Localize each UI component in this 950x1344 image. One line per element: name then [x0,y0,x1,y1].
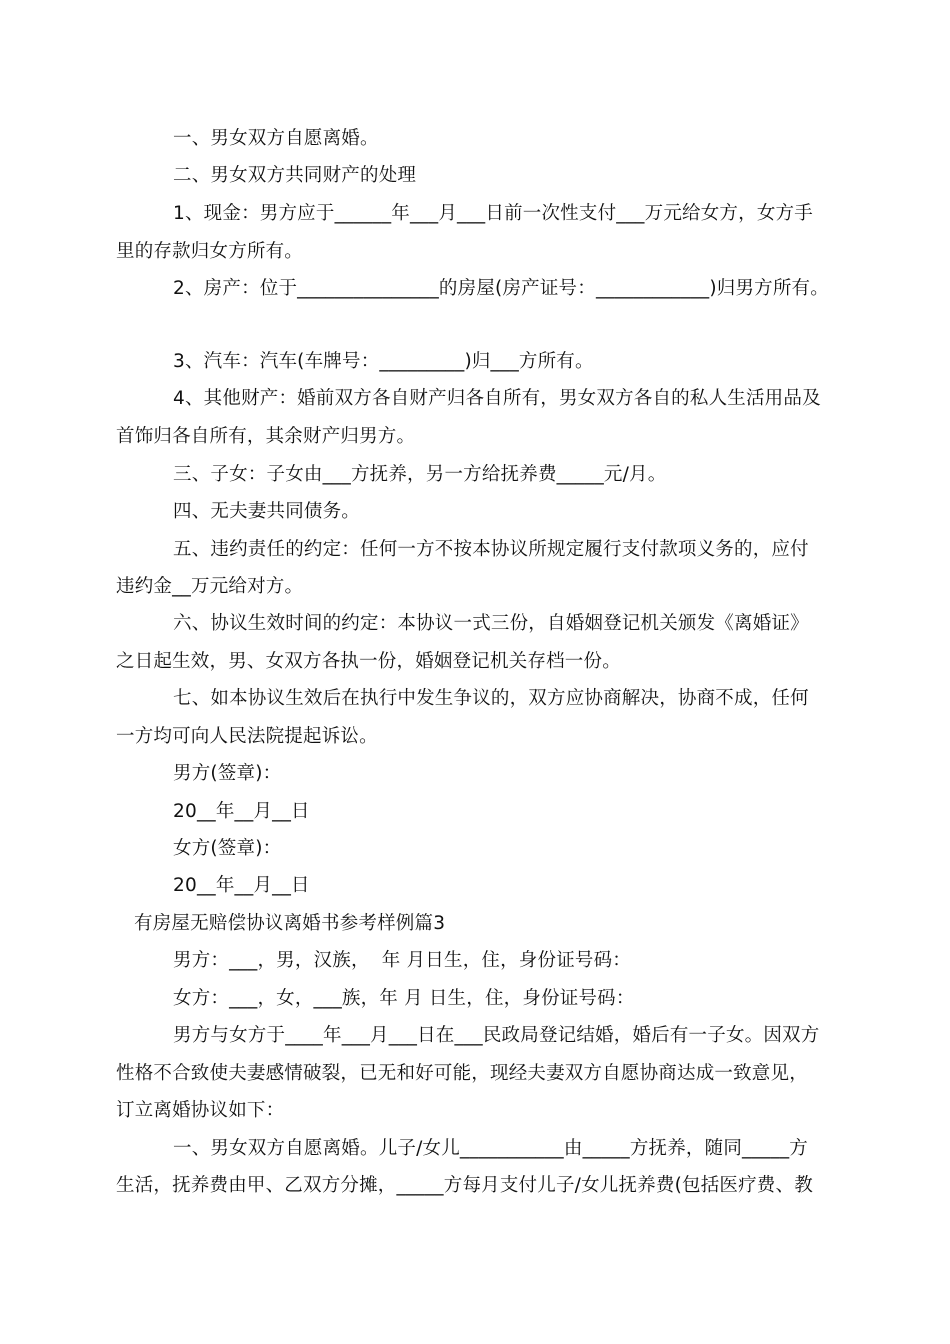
other-property-clause: 4、其他财产：婚前双方各自财产归各自所有，男女双方各自的私人生活用品及 [173,388,821,409]
dispute-clause: 七、如本协议生效后在执行中发生争议的，双方应协商解决，协商不成，任何 [173,688,809,709]
custody-clause: 一、男女双方自愿离婚。儿子/女儿___________由_____方抚养，随同_____方 [173,1138,808,1159]
male-signature: 男方(签章)： [173,763,282,784]
cash-clause-cont: 里的存款归女方所有。 [116,241,304,262]
marriage-intro: 男方与女方于____年___月___日在___民政局登记结婚，婚后有一子女。因双方 [173,1025,820,1046]
other-property-clause-cont: 首饰归各自所有，其余财产归男方。 [116,426,416,447]
house-clause: 2、房产：位于_______________的房屋(房产证号：____________)归男方所有。 [173,278,829,299]
marriage-intro-cont-1: 性格不合致使夫妻感情破裂，已无和好可能，现经夫妻双方自愿协商达成一致意见， [116,1063,808,1084]
children-clause: 三、子女：子女由___方抚养，另一方给抚养费_____元/月。 [173,464,667,485]
section-title: 有房屋无赔偿协议离婚书参考样例篇3 [134,913,446,934]
clause-1: 一、男女双方自愿离婚。 [173,128,379,149]
effective-clause: 六、协议生效时间的约定：本协议一式三份，自婚姻登记机关颁发《离婚证》 [173,613,809,634]
debt-clause: 四、无夫妻共同债务。 [173,501,361,522]
breach-clause-cont: 违约金__万元给对方。 [116,576,304,597]
clause-2-heading: 二、男女双方共同财产的处理 [173,165,417,186]
breach-clause: 五、违约责任的约定：任何一方不按本协议所规定履行支付款项义务的，应付 [173,539,809,560]
effective-clause-cont: 之日起生效，男、女双方各执一份，婚姻登记机关存档一份。 [116,651,621,672]
marriage-intro-cont-2: 订立离婚协议如下： [116,1100,285,1121]
car-clause: 3、汽车：汽车(车牌号：_________)归___方所有。 [173,351,594,372]
female-signature: 女方(签章)： [173,838,282,859]
male-sign-date: 20__年__月__日 [173,801,310,822]
female-sign-date: 20__年__月__日 [173,875,310,896]
male-party-info: 男方：___，男，汉族， 年 月日生，住，身份证号码： [173,950,631,971]
custody-clause-cont: 生活，抚养费由甲、乙双方分摊，_____方每月支付儿子/女儿抚养费(包括医疗费、教 [116,1175,813,1196]
dispute-clause-cont: 一方均可向人民法院提起诉讼。 [116,726,378,747]
female-party-info: 女方：___，女，___族，年 月 日生，住，身份证号码： [173,988,635,1009]
cash-clause: 1、现金：男方应于______年___月___日前一次性支付___万元给女方，女方手 [173,203,813,224]
